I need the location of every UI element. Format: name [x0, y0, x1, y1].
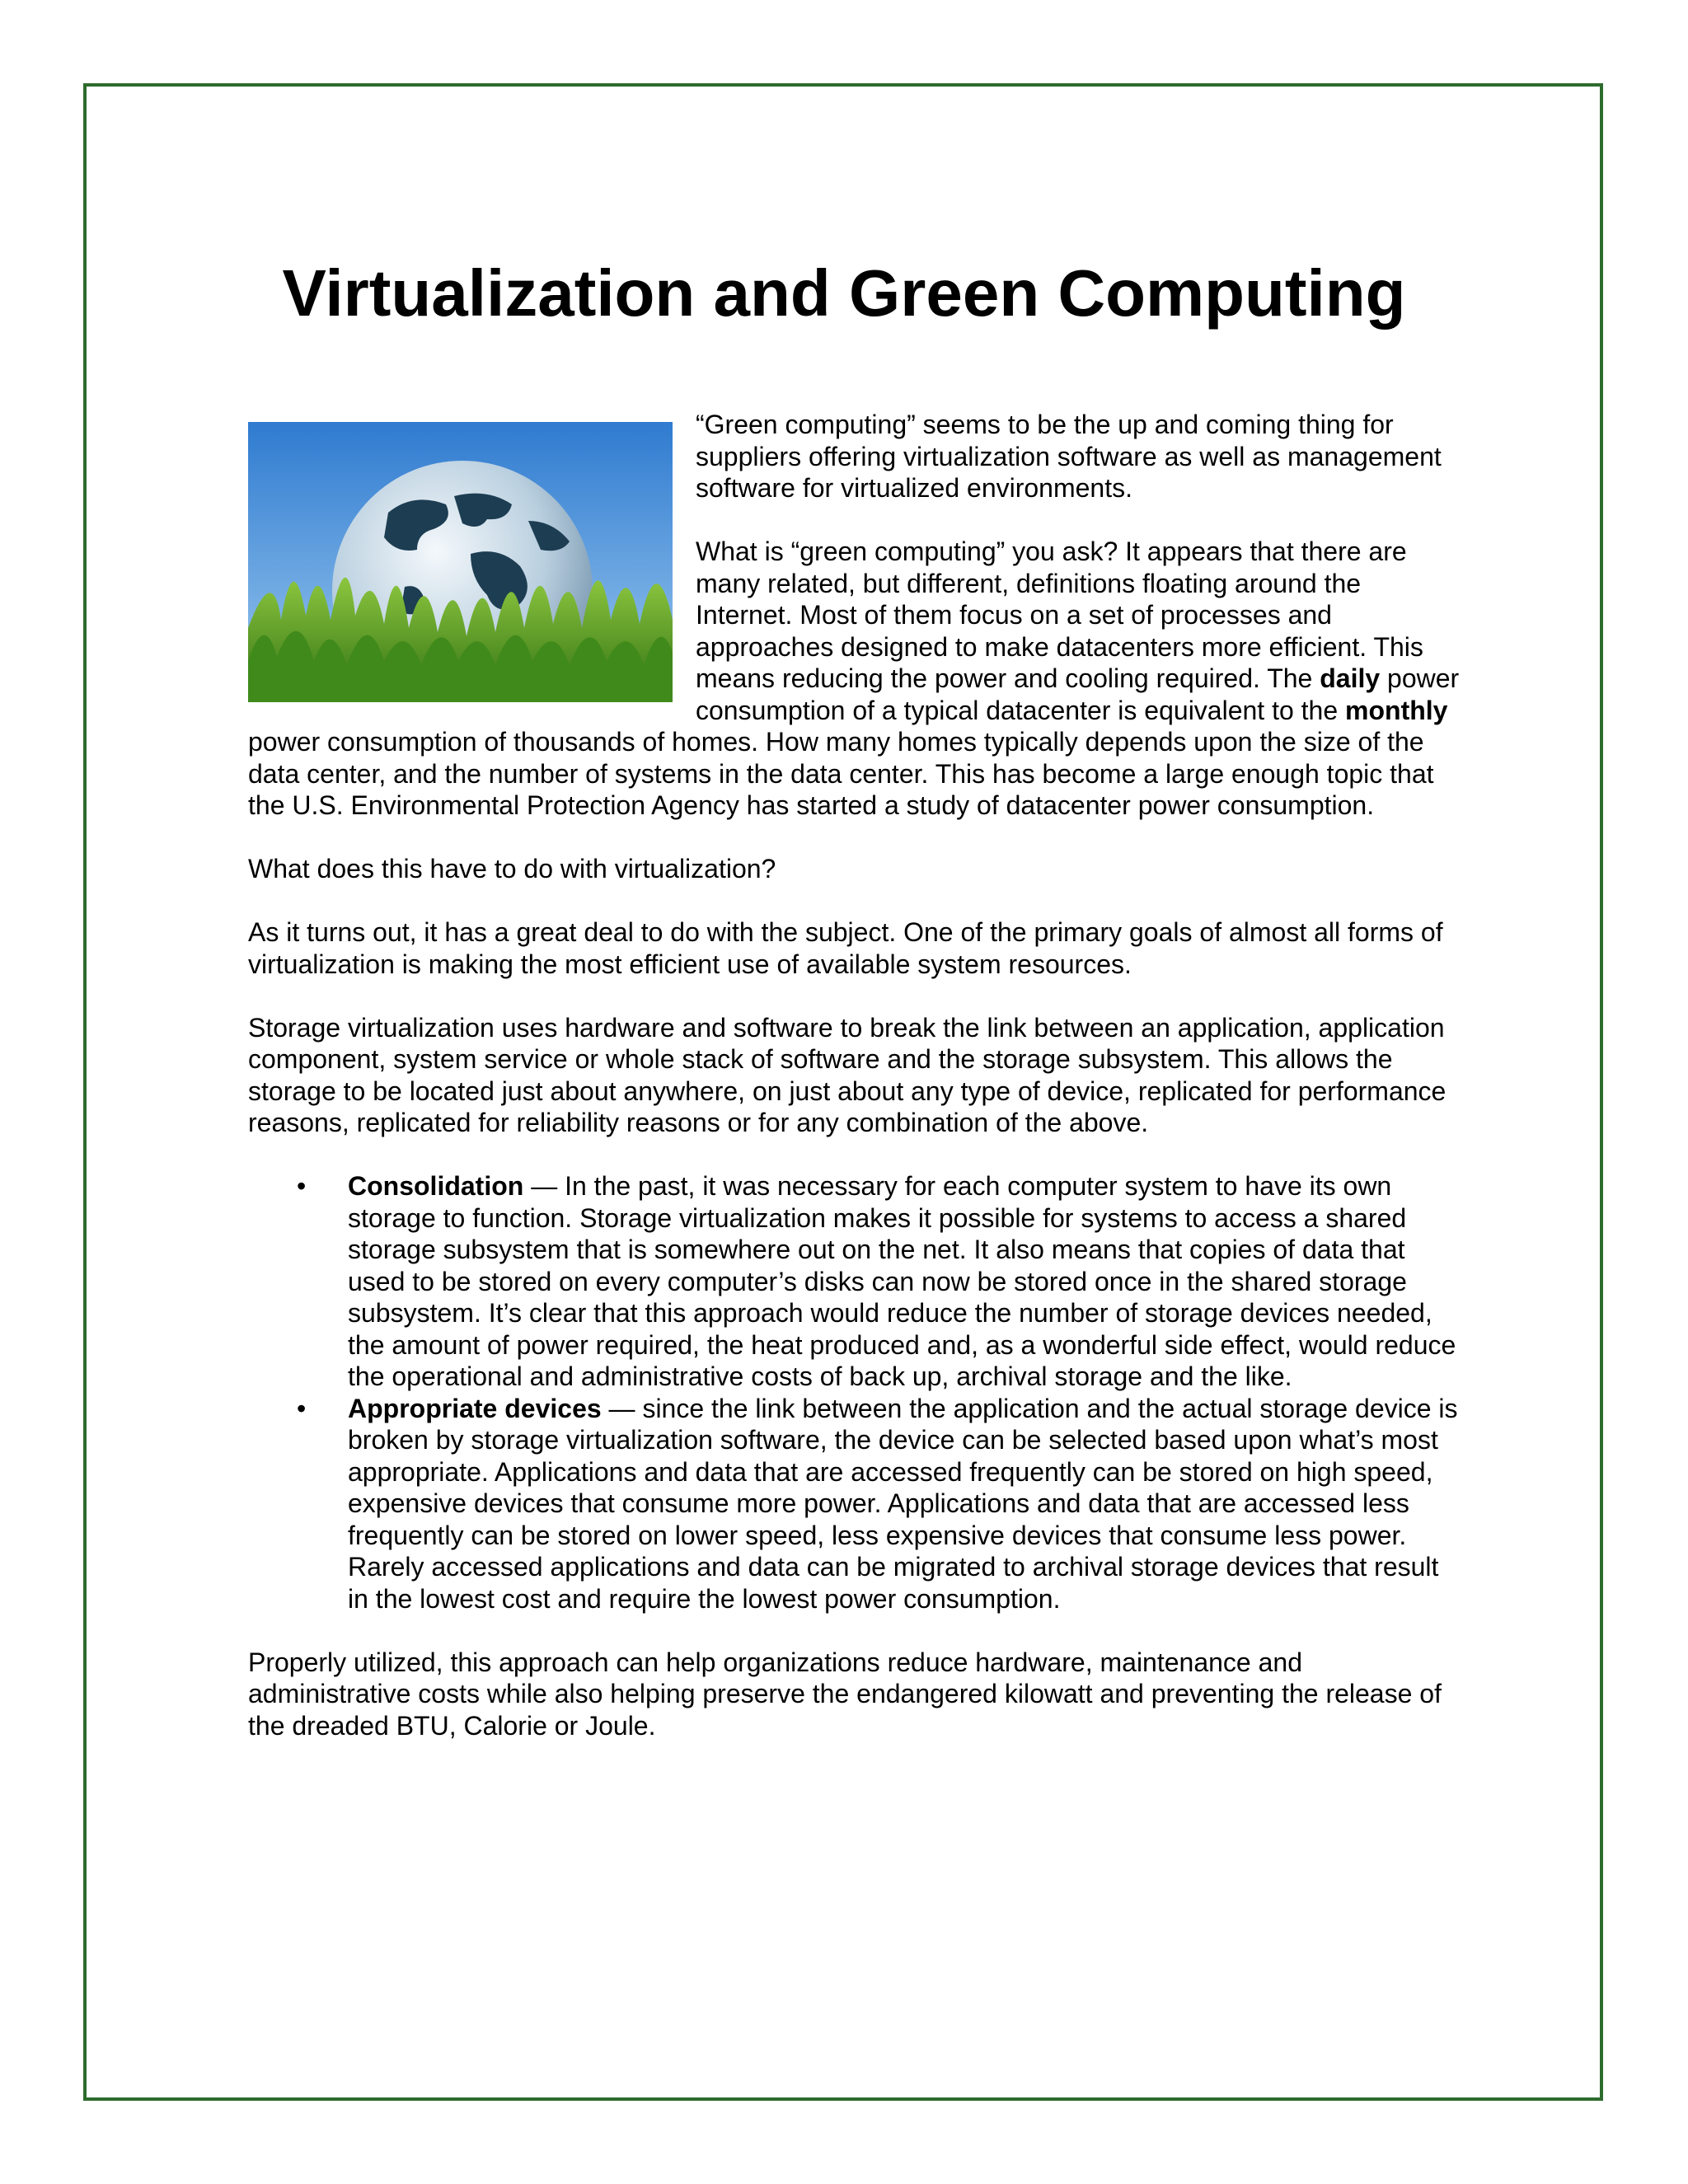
intro-text-end: power consumption of thousands of homes. How many homes typically depends upon the size of the data center, and the number of systems in the data center. This has become a large enough topic that the U.S. Environmental Protection Agency has started a study of datacenter power consumption.	[248, 727, 1434, 820]
bullet-text: — In the past, it was necessary for each computer system to have its own storage to function. Storage virtualization makes it possible for systems to access a shared storage subsystem that is somewhere out on the net. It also means that copies of data that used to be stored on every computer’s disks can now be stored once in the shared storage subsystem. It’s clear that this approach would reduce the number of storage devices needed, the amount of power required, the heat produced and, as a wonderful side effect, would reduce the operational and administrative costs of back up, archival storage and the like.	[348, 1171, 1456, 1391]
list-item	[348, 1393, 1460, 1615]
question-paragraph: What does this have to do with virtualization?	[248, 854, 776, 883]
globe-in-grass-icon	[248, 422, 673, 702]
intro-text-middle: power consumption of a typical datacenter is equivalent to the	[696, 663, 1460, 725]
intro-paragraph-1: “Green computing” seems to be the up and coming thing for suppliers offering virtualization software as well as management software for virtualized environments.	[696, 410, 1442, 503]
list-item	[348, 1170, 1460, 1393]
storage-paragraph: Storage virtualization uses hardware and software to break the link between an application, application component, system service or whole stack of software and the storage subsystem. This allows the storage to be located just about anywhere, on just about any type of device, replicated for performance reasons, replicated for reliability reasons or for any combination of the above.	[248, 1012, 1447, 1137]
page-title: Virtualization and Green Computing	[282, 256, 1406, 330]
bullet-term: Appropriate devices	[348, 1393, 602, 1423]
benefits-list	[248, 1170, 1460, 1615]
intro-text-start: What is “green computing” you ask? It appears that there are many related, but different, definitions floating around the Internet. Most of them focus on a set of processes and approaches designed to make datacenters more efficient. This means reducing the power and cooling required. The	[696, 537, 1423, 693]
emphasis-daily: daily	[1320, 663, 1381, 693]
bullet-term: Consolidation	[348, 1171, 524, 1201]
conclusion-paragraph: Properly utilized, this approach can help organizations reduce hardware, maintenance and administrative costs while also helping preserve the endangered kilowatt and preventing the release of the dreaded BTU, Calorie or Joule.	[248, 1647, 1442, 1741]
emphasis-monthly: monthly	[1345, 695, 1448, 725]
bullet-text: — since the link between the application and the actual storage device is broken by storage virtualization software, the device can be selected based upon what’s most appropriate. Applications and data that are accessed frequently can be stored on high speed, expensive devices that consume more power. Applications and data that are accessed less frequently can be stored on lower speed, less expensive devices that consume less power. Rarely accessed applications and data can be migrated to archival storage devices that result in the lowest cost and require the lowest power consumption.	[348, 1393, 1458, 1614]
article-body	[248, 409, 1460, 1774]
answer-paragraph: As it turns out, it has a great deal to do with the subject. One of the primary goals of almost all forms of virtualization is making the most efficient use of available system resources.	[248, 917, 1443, 979]
